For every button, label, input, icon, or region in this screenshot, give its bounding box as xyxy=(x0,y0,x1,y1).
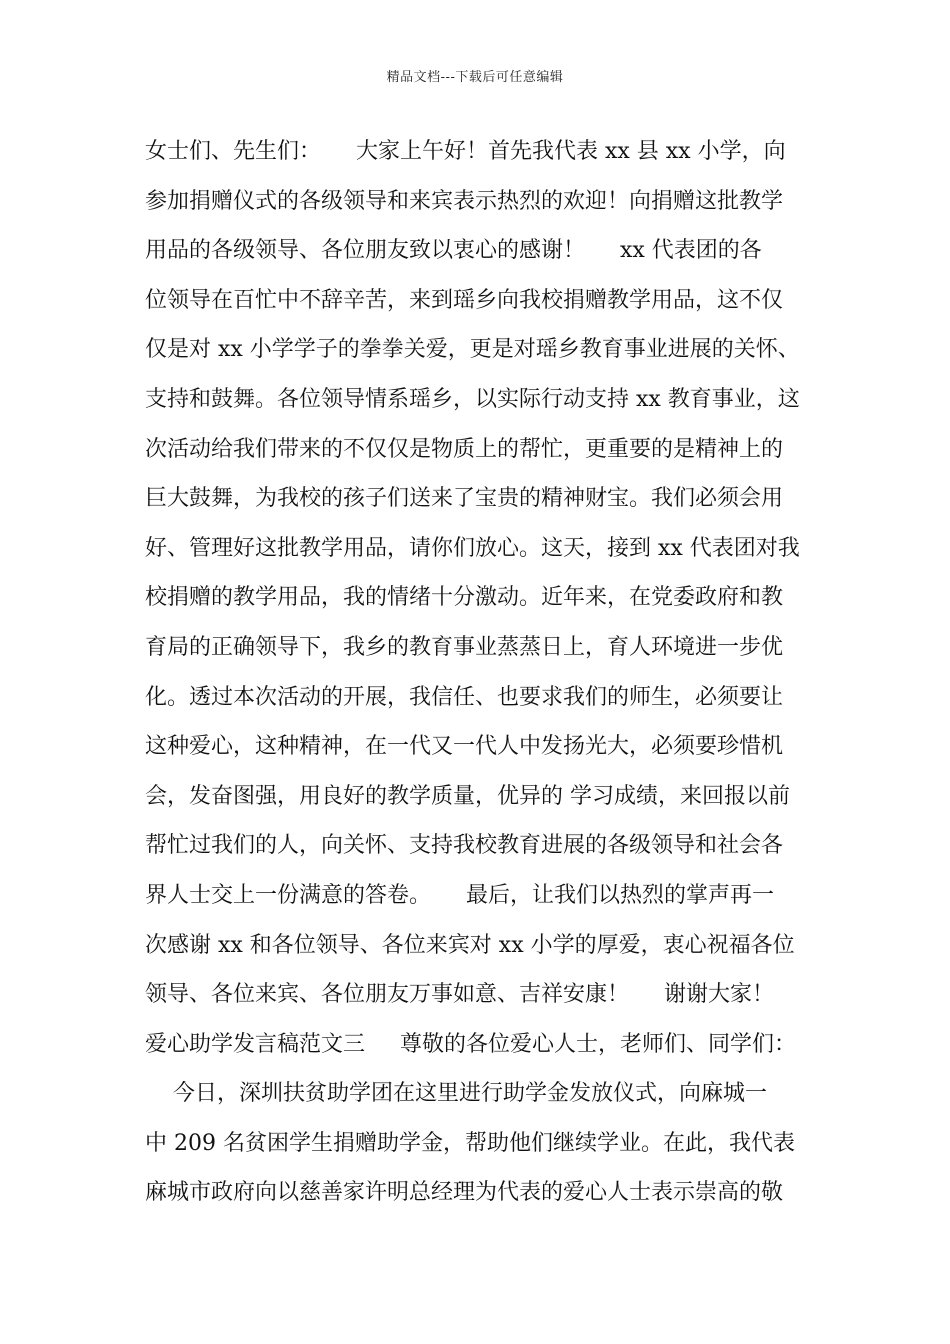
text-line: 女士们、先生们： 大家上午好！首先我代表 xx 县 xx 小学，向 xyxy=(145,139,786,164)
text-line: 爱心助学发言稿范文三 尊敬的各位爱心人士，老师们、同学们： xyxy=(145,1031,796,1057)
text-line: 化。透过本次活动的开展，我信任、也要求我们的师生，必须要让 xyxy=(145,684,784,710)
text-line: 支持和鼓舞。各位领导情系瑶乡，以实际行动支持 xx 教育事业，这 xyxy=(145,386,800,412)
text-line: 巨大鼓舞，为我校的孩子们送来了宝贵的精神财宝。我们必须会用 xyxy=(145,486,784,512)
text-line: 育局的正确领导下，我乡的教育事业蒸蒸日上，育人环境进一步优 xyxy=(145,634,784,660)
text-line: 位领导在百忙中不辞辛苦，来到瑶乡向我校捐赠教学用品，这不仅 xyxy=(145,287,784,313)
document-body xyxy=(145,131,835,1222)
text-line: 次感谢 xx 和各位领导、各位来宾对 xx 小学的厚爱，衷心祝福各位 xyxy=(145,932,795,958)
text-line: 用品的各级领导、各位朋友致以衷心的感谢！ xx 代表团的各 xyxy=(145,238,762,264)
text-line: 界人士交上一份满意的答卷。 最后，让我们以热烈的掌声再一 xyxy=(145,882,774,908)
page-header: 精品文档---下载后可任意编辑 xyxy=(386,70,564,85)
text-line: 中 209 名贫困学生捐赠助学金，帮助他们继续学业。在此，我代表 xyxy=(145,1130,795,1156)
text-line: 这种爱心，这种精神，在一代又一代人中发扬光大，必须要珍惜机 xyxy=(145,734,784,760)
text-line: 帮忙过我们的人，向关怀、支持我校教育进展的各级领导和社会各 xyxy=(145,833,784,859)
text-line: 今日，深圳扶贫助学团在这里进行助学金发放仪式，向麻城一 xyxy=(145,1081,767,1107)
text-line: 好、管理好这批教学用品，请你们放心。这天，接到 xx 代表团对我 xyxy=(145,535,800,561)
text-line: 会，发奋图强，用良好的教学质量，优异的 学习成绩，来回报以前 xyxy=(145,783,790,809)
text-line: 校捐赠的教学用品，我的情绪十分激动。近年来，在党委政府和教 xyxy=(145,585,784,611)
text-line: 次活动给我们带来的不仅仅是物质上的帮忙，更重要的是精神上的 xyxy=(145,436,784,462)
text-line: 麻城市政府向以慈善家许明总经理为代表的爱心人士表示崇高的敬 xyxy=(145,1180,784,1206)
text-line: 参加捐赠仪式的各级领导和来宾表示热烈的欢迎！向捐赠这批教学 xyxy=(145,188,784,214)
text-line: 领导、各位来宾、各位朋友万事如意、吉祥安康！ 谢谢大家！ xyxy=(145,982,774,1008)
text-line: 仅是对 xx 小学学子的拳拳关爱，更是对瑶乡教育事业进展的关怀、 xyxy=(145,337,800,363)
